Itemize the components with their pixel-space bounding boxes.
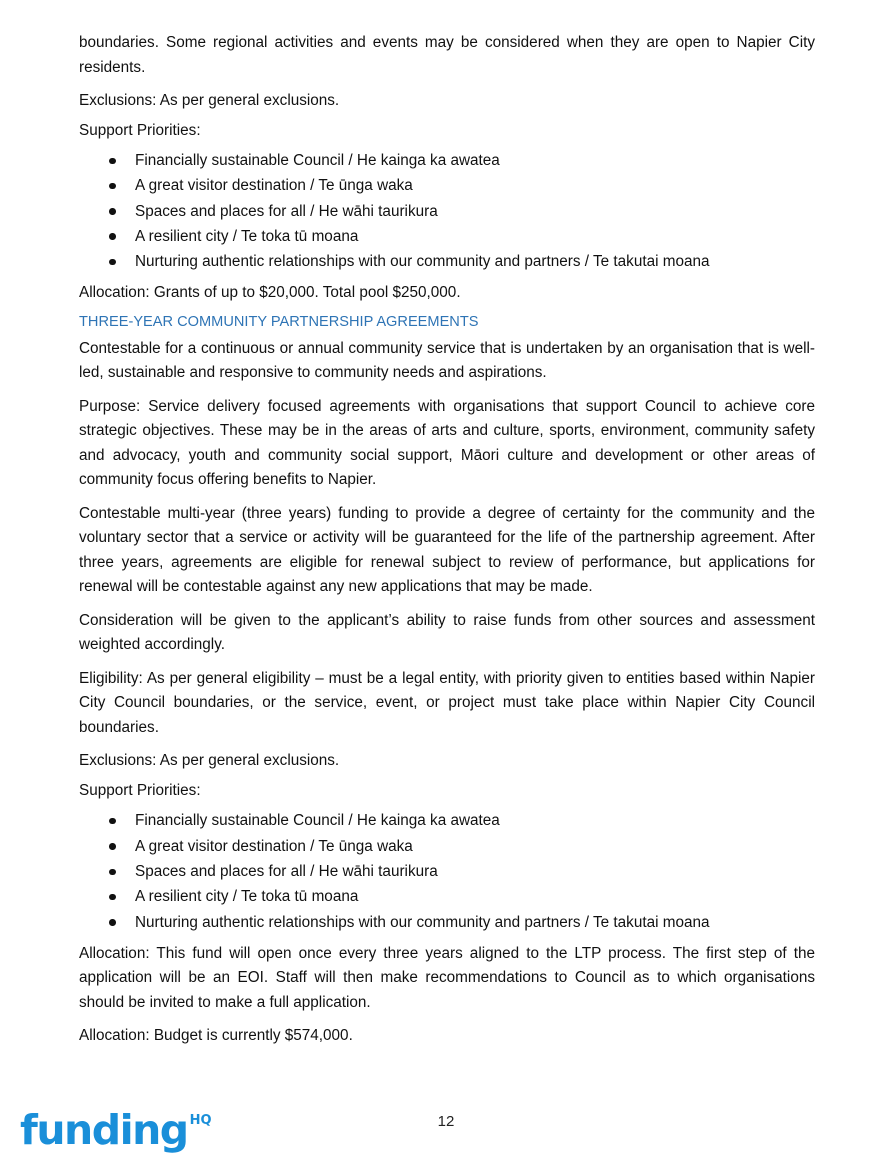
intro-exclusions: Exclusions: As per general exclusions. — [79, 92, 340, 109]
section-paragraph: Consideration will be given to the applicant’s ability to raise funds from other sources and assessment weighted accordingly. — [79, 611, 815, 654]
list-item: Financially sustainable Council / He kainga ka awatea — [79, 148, 815, 173]
section-allocation-process: Allocation: This fund will open once every three years aligned to the LTP process. The first step of the application will be an EOI. Staff will then make recommendations to Council as to which organisations should be invited to make a full application. — [79, 944, 815, 1011]
bullet-icon — [109, 233, 116, 240]
bullet-icon — [109, 843, 116, 850]
document-body — [79, 31, 815, 1058]
page-number: 12 — [437, 1113, 455, 1130]
logo-superscript: HQ — [189, 1113, 212, 1128]
logo-wordmark: funding — [20, 1106, 188, 1154]
list-item: Spaces and places for all / He wāhi taurikura — [79, 859, 815, 884]
section-support-label: Support Priorities: — [79, 781, 201, 799]
bullet-icon — [109, 869, 116, 876]
intro-support-label: Support Priorities: — [79, 121, 201, 139]
section-exclusions: Exclusions: As per general exclusions. — [79, 752, 340, 770]
intro-priority-list — [79, 148, 815, 274]
section-paragraph: Contestable multi-year (three years) funding to provide a degree of certainty for the community and the voluntary sector that a service or activity will be guaranteed for the life of the partnership agreement. After three years, agreements are eligible for renewal subject to review of performance, but applications for renewal will be contestable against any new applications that may be made. — [79, 504, 815, 596]
section-allocation-budget: Allocation: Budget is currently $574,000. — [79, 1027, 353, 1045]
section-priority-list — [79, 808, 815, 934]
bullet-icon — [109, 259, 116, 266]
list-item: A great visitor destination / Te ūnga waka — [79, 834, 815, 859]
fundinghq-logo — [20, 1103, 212, 1158]
bullet-icon — [109, 894, 116, 901]
list-item: A resilient city / Te toka tū moana — [79, 224, 815, 249]
list-item: Spaces and places for all / He wāhi taurikura — [79, 199, 815, 224]
bullet-icon — [109, 919, 116, 926]
list-item: Financially sustainable Council / He kainga ka awatea — [79, 808, 815, 833]
section-paragraph: Contestable for a continuous or annual community service that is undertaken by an organisation that is well-led, sustainable and responsive to community needs and aspirations. — [79, 339, 815, 382]
list-item: Nurturing authentic relationships with our community and partners / Te takutai moana — [79, 910, 815, 935]
bullet-icon — [109, 183, 116, 190]
section-paragraph: Purpose: Service delivery focused agreements with organisations that support Council to achieve core strategic objectives. These may be in the areas of arts and culture, sports, environment, community safety and advocacy, youth and community social support, Māori culture and development or other areas of community focus offering benefits to Napier. — [79, 397, 815, 489]
list-item: Nurturing authentic relationships with our community and partners / Te takutai moana — [79, 249, 815, 274]
list-item: A resilient city / Te toka tū moana — [79, 884, 815, 909]
section-paragraph: Eligibility: As per general eligibility – must be a legal entity, with priority given to entities based within Napier City Council boundaries, or the service, event, or project must take place within Napier City Council boundaries. — [79, 669, 815, 736]
intro-continuation: boundaries. Some regional activities and events may be considered when they are open to Napier City residents. — [79, 34, 815, 76]
section-heading: THREE-YEAR COMMUNITY PARTNERSHIP AGREEMENTS — [79, 313, 479, 330]
bullet-icon — [109, 158, 116, 165]
bullet-icon — [109, 818, 116, 825]
bullet-icon — [109, 208, 116, 215]
intro-allocation: Allocation: Grants of up to $20,000. Total pool $250,000. — [79, 284, 461, 302]
list-item: A great visitor destination / Te ūnga waka — [79, 173, 815, 198]
